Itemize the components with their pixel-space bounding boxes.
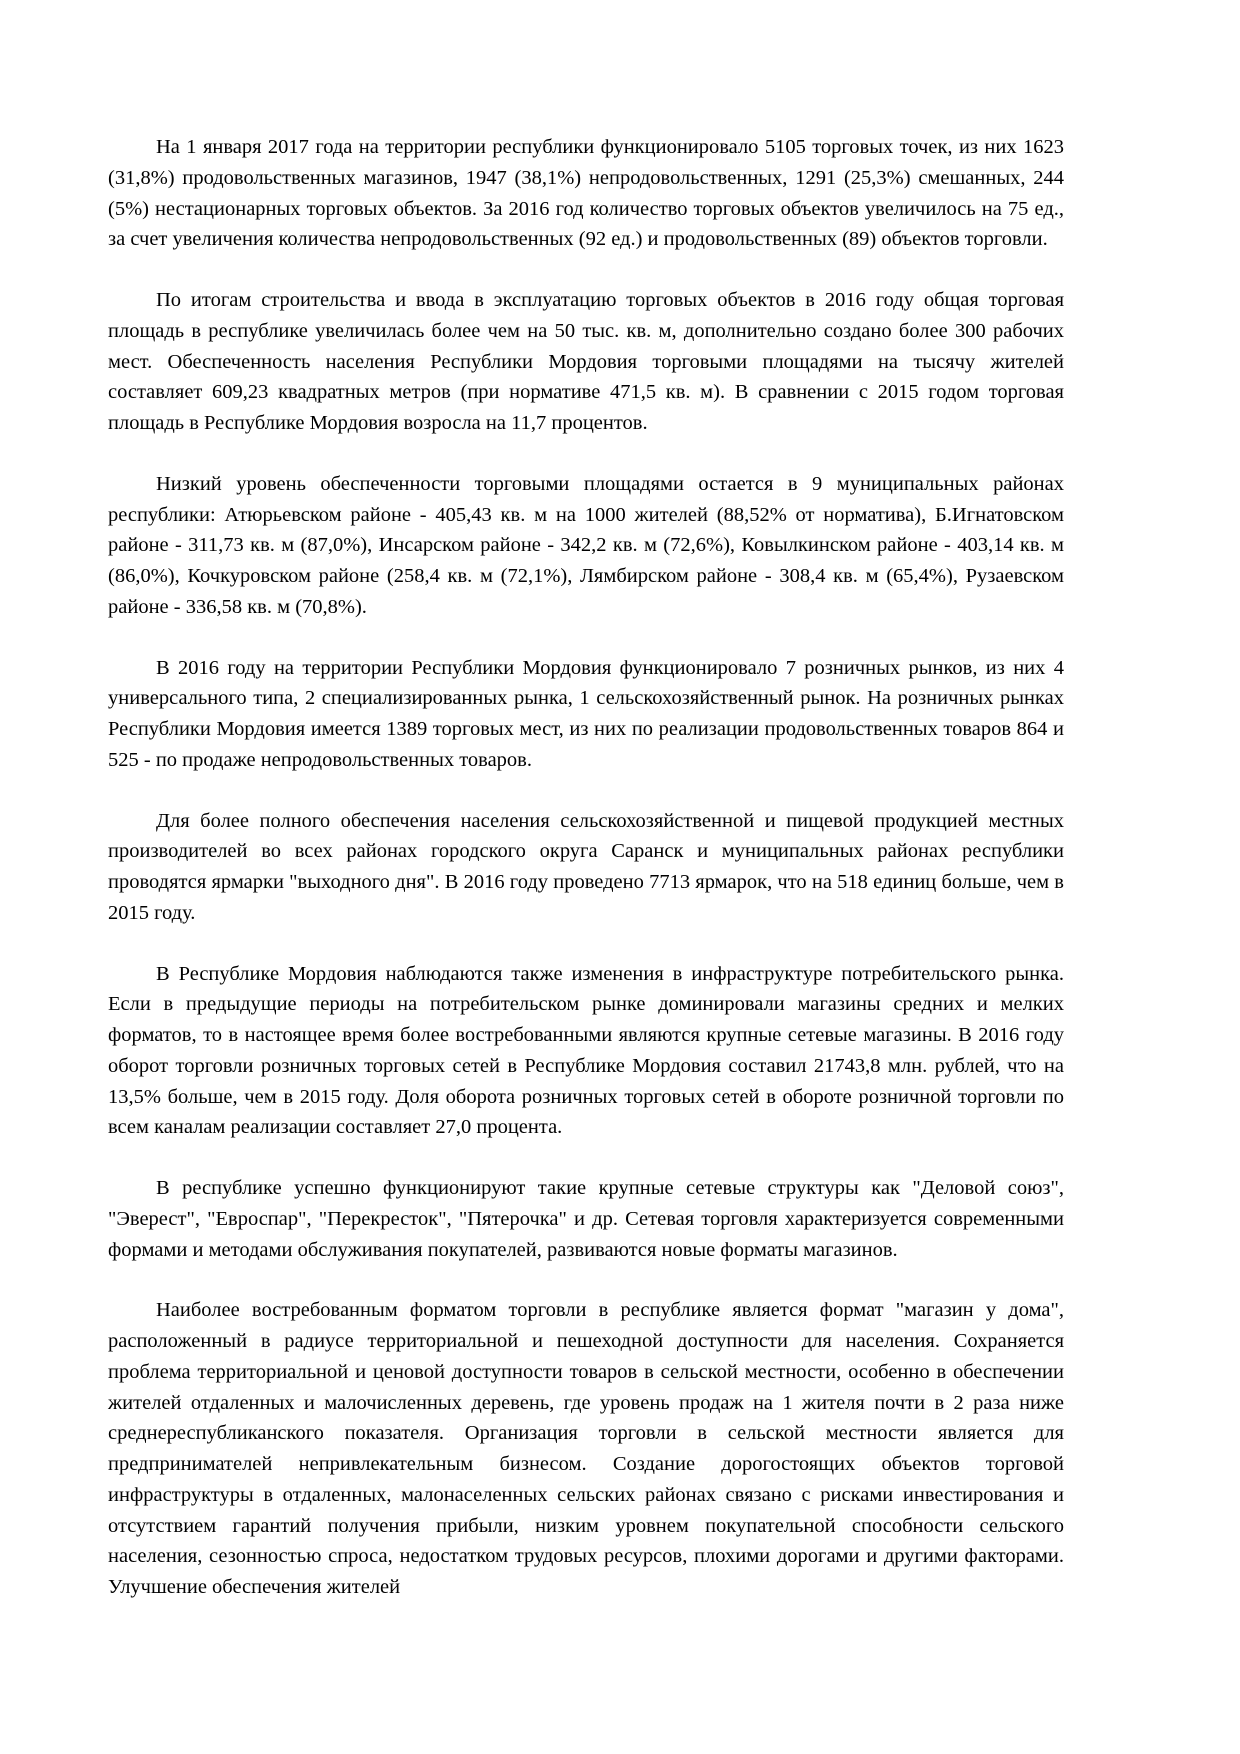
paragraph-rural-trade: Наиболее востребованным форматом торговли в республике является формат "магазин у дома", расположенный в радиусе территориальной и пешеходной доступности для населения. Сохраняется проблема территориальной и ценовой доступности товаров в сельской местности, особенно в обеспечении жителей отдаленных и малочисленных деревень, где уровень продаж на 1 жителя почти в 2 раза ниже среднереспубликанского показателя. Организация торговли в сельской местности является для предпринимателей непривлекательным бизнесом. Создание дорогостоящих объектов торговой инфраструктуры в отдаленных, малонаселенных сельских районах связано с рисками инвестирования и отсутствием гарантий получения прибыли, низким уровнем покупательной способности сельского населения, сезонностью спроса, недостатком трудовых ресурсов, плохими дорогами и другими факторами. Улучшение обеспечения жителей bbox=[108, 1299, 1064, 1598]
paragraph-retail-markets: В 2016 году на территории Республики Мордовия функционировало 7 розничных рынков, из них 4 универсального типа, 2 специализированных рынка, 1 сельскохозяйственный рынок. На розничных рынках Республики Мордовия имеется 1389 торговых мест, из них по реализации продовольственных товаров 864 и 525 - по продаже непродовольственных товаров. bbox=[108, 656, 1064, 771]
paragraph-chain-structures: В республике успешно функционируют такие крупные сетевые структуры как "Деловой союз", "Эверест", "Евроспар", "Перекресток", "Пятерочка" и др. Сетевая торговля характеризуется современными формами и методами обслуживания покупателей, развиваются новые форматы магазинов. bbox=[108, 1177, 1064, 1261]
paragraph-retail-chains-turnover: В Республике Мордовия наблюдаются также изменения в инфраструктуре потребительского рынка. Если в предыдущие периоды на потребительском рынке доминировали магазины средних и мелких форматов, то в настоящее время более востребованными являются крупные сетевые магазины. В 2016 году оборот торговли розничных торговых сетей в Республике Мордовия составил 21743,8 млн. рублей, что на 13,5% больше, чем в 2015 году. Доля оборота розничных торговых сетей в обороте розничной торговли по всем каналам реализации составляет 27,0 процента. bbox=[108, 962, 1064, 1139]
paragraph-trade-points: На 1 января 2017 года на территории республики функционировало 5105 торговых точек, из них 1623 (31,8%) продовольственных магазинов, 1947 (38,1%) непродовольственных, 1291 (25,3%) смешанных, 244 (5%) нестационарных торговых объектов. За 2016 год количество торговых объектов увеличилось на 75 ед., за счет увеличения количества непродовольственных (92 ед.) и продовольственных (89) объектов торговли. bbox=[108, 136, 1064, 251]
paragraph-trade-area: По итогам строительства и ввода в эксплуатацию торговых объектов в 2016 году общая торговая площадь в республике увеличилась более чем на 50 тыс. кв. м, дополнительно создано более 300 рабочих мест. Обеспеченность населения Республики Мордовия торговыми площадями на тысячу жителей составляет 609,23 квадратных метров (при нормативе 471,5 кв. м). В сравнении с 2015 годом торговая площадь в Республике Мордовия возросла на 11,7 процентов. bbox=[108, 289, 1064, 434]
paragraph-low-provision-districts: Низкий уровень обеспеченности торговыми площадями остается в 9 муниципальных районах республики: Атюрьевском районе - 405,43 кв. м на 1000 жителей (88,52% от норматива), Б.Игнатовском районе - 311,73 кв. м (87,0%), Инсарском районе - 342,2 кв. м (72,6%), Ковылкинском районе - 403,14 кв. м (86,0%), Кочкуровском районе (258,4 кв. м (72,1%), Лямбирском районе - 308,4 кв. м (65,4%), Рузаевском районе - 336,58 кв. м (70,8%). bbox=[108, 472, 1064, 618]
paragraph-weekend-fairs: Для более полного обеспечения населения сельскохозяйственной и пищевой продукцией местных производителей во всех районах городского округа Саранск и муниципальных районах республики проводятся ярмарки "выходного дня". В 2016 году проведено 7713 ярмарок, что на 518 единиц больше, чем в 2015 году. bbox=[108, 809, 1064, 924]
